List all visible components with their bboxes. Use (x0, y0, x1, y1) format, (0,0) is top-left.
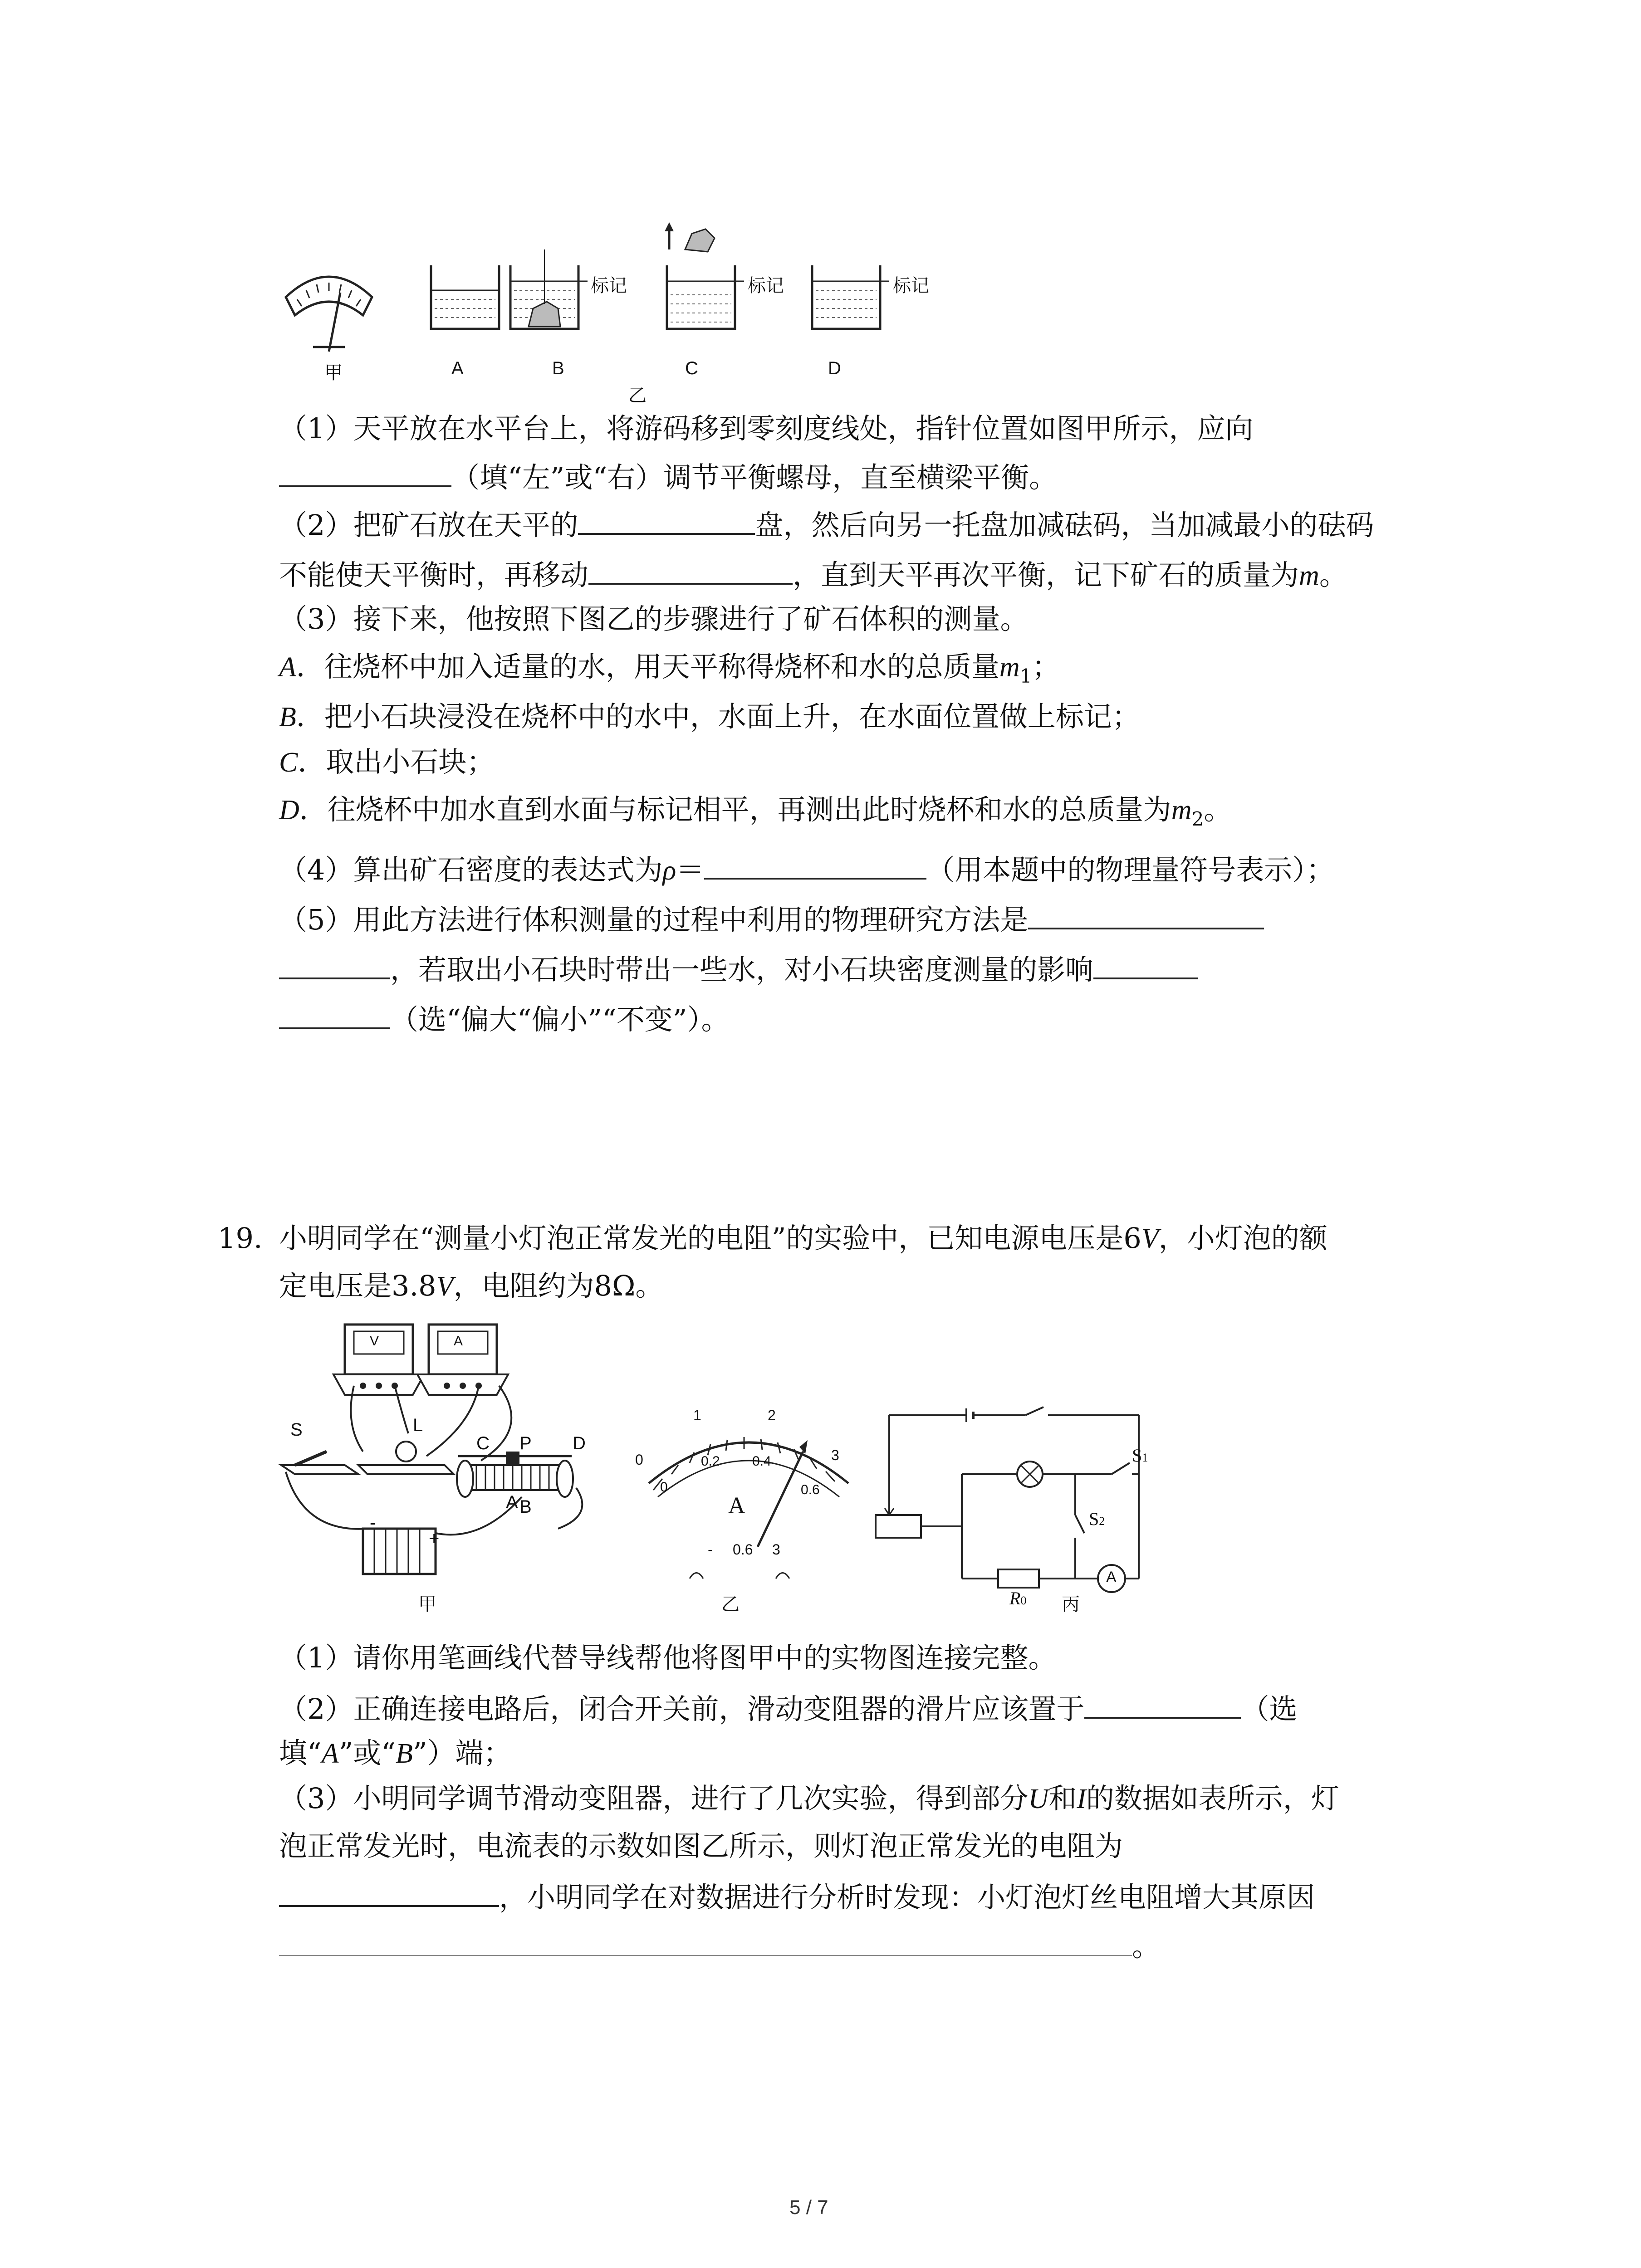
figure-label-yi: 乙 (721, 1594, 740, 1614)
q18-step-b: B．把小石块浸没在烧杯中的水中，水面上升，在水面位置做上标记； (279, 700, 1140, 733)
beaker-label-b: B (552, 358, 564, 378)
q19-stem-line1: 小明同学在“测量小灯泡正常发光的电阻”的实验中，已知电源电压是6V，小灯泡的额 (279, 1222, 1327, 1255)
q18-part1-line1: （1）天平放在水平台上，将游码移到零刻度线处，指针位置如图甲所示，应向 (279, 412, 1254, 445)
dial-bottom-tick-04: 0.4 (752, 1454, 771, 1469)
voltmeter-symbol: V (370, 1334, 379, 1349)
ammeter-symbol: A (454, 1334, 463, 1349)
answer-blank[interactable] (279, 1878, 499, 1907)
q18-part5-line3: （选“偏大“偏小”“不变”）。 (279, 1000, 729, 1038)
q19-part2-line2: 填“A”或“B”）端； (279, 1736, 512, 1769)
dial-bottom-tick-06: 0.6 (801, 1482, 820, 1497)
answer-blank[interactable] (588, 556, 793, 585)
balance-figure (277, 261, 381, 365)
switch-label: S (290, 1420, 303, 1440)
answer-blank[interactable] (279, 1928, 1132, 1956)
answer-blank[interactable] (1084, 1690, 1241, 1719)
q18-part5-line1: （5）用此方法进行体积测量的过程中利用的物理研究方法是 (279, 900, 1264, 938)
q18-part2-line2: 不能使天平衡时，再移动 ，直到天平再次平衡，记下矿石的质量为m。 (279, 556, 1347, 594)
q18-step-a: A．往烧杯中加入适量的水，用天平称得烧杯和水的总质量$m_1$； (279, 650, 1060, 687)
terminal-3: 3 (772, 1541, 780, 1558)
figure-label-jia: 甲 (418, 1594, 436, 1614)
rheostat-label-p: P (519, 1433, 532, 1453)
mark-label-d: 标记 (893, 276, 929, 296)
answer-blank[interactable] (1028, 900, 1264, 929)
q18-part1-line2: （填“左”或“右）调节平衡螺母，直至横梁平衡。 (279, 458, 1057, 496)
terminal-minus: - (708, 1541, 713, 1558)
dial-top-tick-0: 0 (635, 1452, 643, 1468)
terminal-06: 0.6 (733, 1541, 753, 1558)
q18-part5-line2: ，若取出小石块时带出一些水，对小石块密度测量的影响 (279, 950, 1198, 988)
q18-part3: （3）接下来，他按照下图乙的步骤进行了矿石体积的测量。 (279, 602, 1029, 635)
lamp-label: L (413, 1415, 423, 1435)
answer-blank[interactable] (704, 850, 926, 880)
rheostat-label-c: C (476, 1433, 490, 1453)
circuit-schematic-figure (857, 1411, 1148, 1601)
battery-minus: - (370, 1513, 376, 1533)
dial-unit: A (728, 1493, 745, 1519)
q19-part3-line1: （3）小明同学调节滑动变阻器，进行了几次实验，得到部分U和I的数据如表所示，灯 (279, 1782, 1339, 1815)
switch-s1-label: S1 (1132, 1445, 1148, 1466)
mark-label-c: 标记 (748, 276, 784, 296)
q19-part3-line4: 。 (279, 1928, 1160, 1965)
steps-label: 乙 (628, 386, 647, 406)
dial-top-tick-1: 1 (693, 1407, 701, 1423)
answer-blank[interactable] (578, 506, 755, 535)
q19-part3-line3: ，小明同学在对数据进行分析时发现：小灯泡灯丝电阻增大其原因 (279, 1878, 1315, 1916)
answer-blank[interactable] (279, 950, 390, 979)
q18-step-d: D．往烧杯中加水直到水面与标记相平，再测出此时烧杯和水的总质量为$m_2$。 (279, 793, 1232, 830)
figure-label-bing: 丙 (1062, 1594, 1080, 1614)
answer-blank[interactable] (279, 458, 451, 487)
q19-part2-line1: （2）正确连接电路后，闭合开关前，滑动变阻器的滑片应该置于 （选 (279, 1690, 1297, 1727)
answer-blank[interactable] (1093, 950, 1198, 979)
beaker-label-c: C (685, 358, 698, 378)
q19-part1: （1）请你用笔画线代替导线帮他将图甲中的实物图连接完整。 (279, 1641, 1057, 1674)
ammeter-dial-figure (622, 1393, 876, 1597)
q19-stem-line2: 定电压是3.8V，电阻约为8Ω。 (279, 1269, 664, 1302)
dial-top-tick-3: 3 (831, 1447, 839, 1463)
rheostat-label-a: A (506, 1492, 518, 1512)
beaker-label-a: A (451, 358, 464, 378)
q19-part3-line2: 泡正常发光时，电流表的示数如图乙所示，则灯泡正常发光的电阻为 (279, 1829, 1123, 1862)
schematic-ammeter-symbol: A (1106, 1569, 1117, 1586)
answer-blank[interactable] (279, 1000, 390, 1029)
dial-bottom-tick-02: 0.2 (701, 1454, 720, 1469)
balance-label: 甲 (324, 363, 343, 383)
beaker-label-d: D (828, 358, 841, 378)
q18-part2-line1: （2）把矿石放在天平的 盘，然后向另一托盘加减砝码，当加减最小的砝码 (279, 506, 1374, 543)
rheostat-label-d: D (573, 1433, 586, 1453)
q18-part4: （4）算出矿石密度的表达式为ρ＝ （用本题中的物理量符号表示）； (279, 850, 1334, 889)
resistor-r0-label: R0 (1009, 1588, 1027, 1608)
mark-label-b: 标记 (591, 276, 627, 296)
battery-plus: + (429, 1529, 440, 1549)
dial-bottom-tick-0: 0 (660, 1480, 668, 1495)
rheostat-label-b: B (519, 1497, 532, 1517)
dial-top-tick-2: 2 (768, 1407, 776, 1423)
question-number: 19. (218, 1222, 263, 1255)
circuit-apparatus-figure (277, 1315, 649, 1606)
q18-step-c: C．取出小石块； (279, 745, 495, 778)
switch-s2-label: S2 (1089, 1509, 1105, 1529)
page-number: 5 / 7 (789, 2196, 828, 2219)
beaker-steps-figure (422, 222, 944, 340)
